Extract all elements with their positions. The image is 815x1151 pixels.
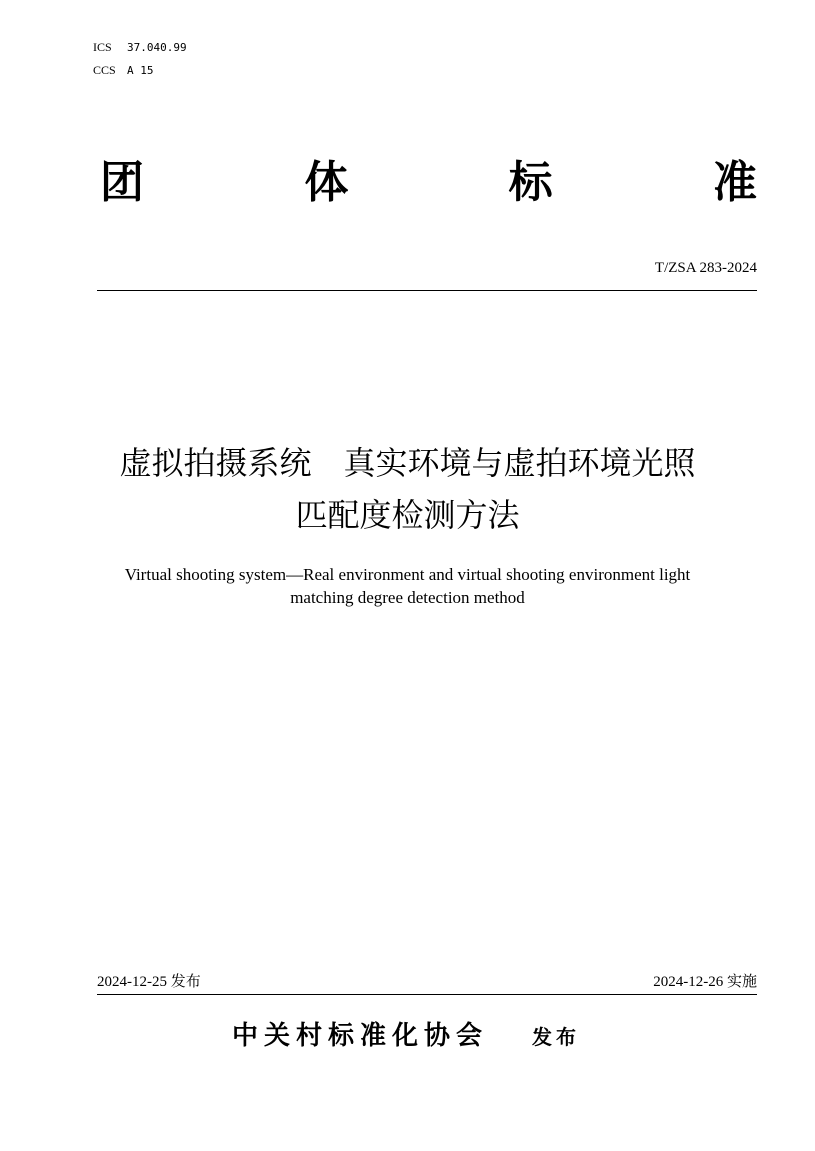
standard-type-heading — [100, 156, 757, 210]
zh-title-line-1: 虚拟拍摄系统 真实环境与虚拍环境光照 — [119, 444, 696, 482]
publisher-line — [232, 1016, 580, 1056]
ics-label: ICS — [93, 40, 112, 54]
publisher-action: 发布 — [532, 1025, 581, 1049]
publisher-name: 中关村标准化协会 — [232, 1021, 489, 1051]
en-title-line-1: Virtual shooting system—Real environment and virtual shooting environment light — [124, 565, 691, 584]
ccs-label: CCS — [93, 63, 116, 77]
footer-divider — [97, 994, 757, 995]
en-title-line-2: matching degree detection method — [290, 588, 525, 607]
ics-row — [93, 39, 187, 55]
heading-char: 标 — [508, 157, 553, 208]
heading-char: 准 — [712, 157, 757, 208]
standard-number: T/ZSA 283-2024 — [654, 260, 757, 276]
heading-char: 体 — [304, 157, 349, 208]
heading-char: 团 — [100, 157, 144, 208]
zh-title-line-2: 匹配度检测方法 — [295, 496, 520, 534]
ics-code: 37.040.99 — [127, 41, 187, 54]
implement-date: 2024-12-26 实施 — [653, 974, 757, 990]
ccs-row — [93, 62, 154, 78]
header-divider — [97, 290, 757, 291]
ccs-code: A 15 — [127, 64, 154, 77]
publish-date: 2024-12-25 发布 — [97, 974, 201, 990]
